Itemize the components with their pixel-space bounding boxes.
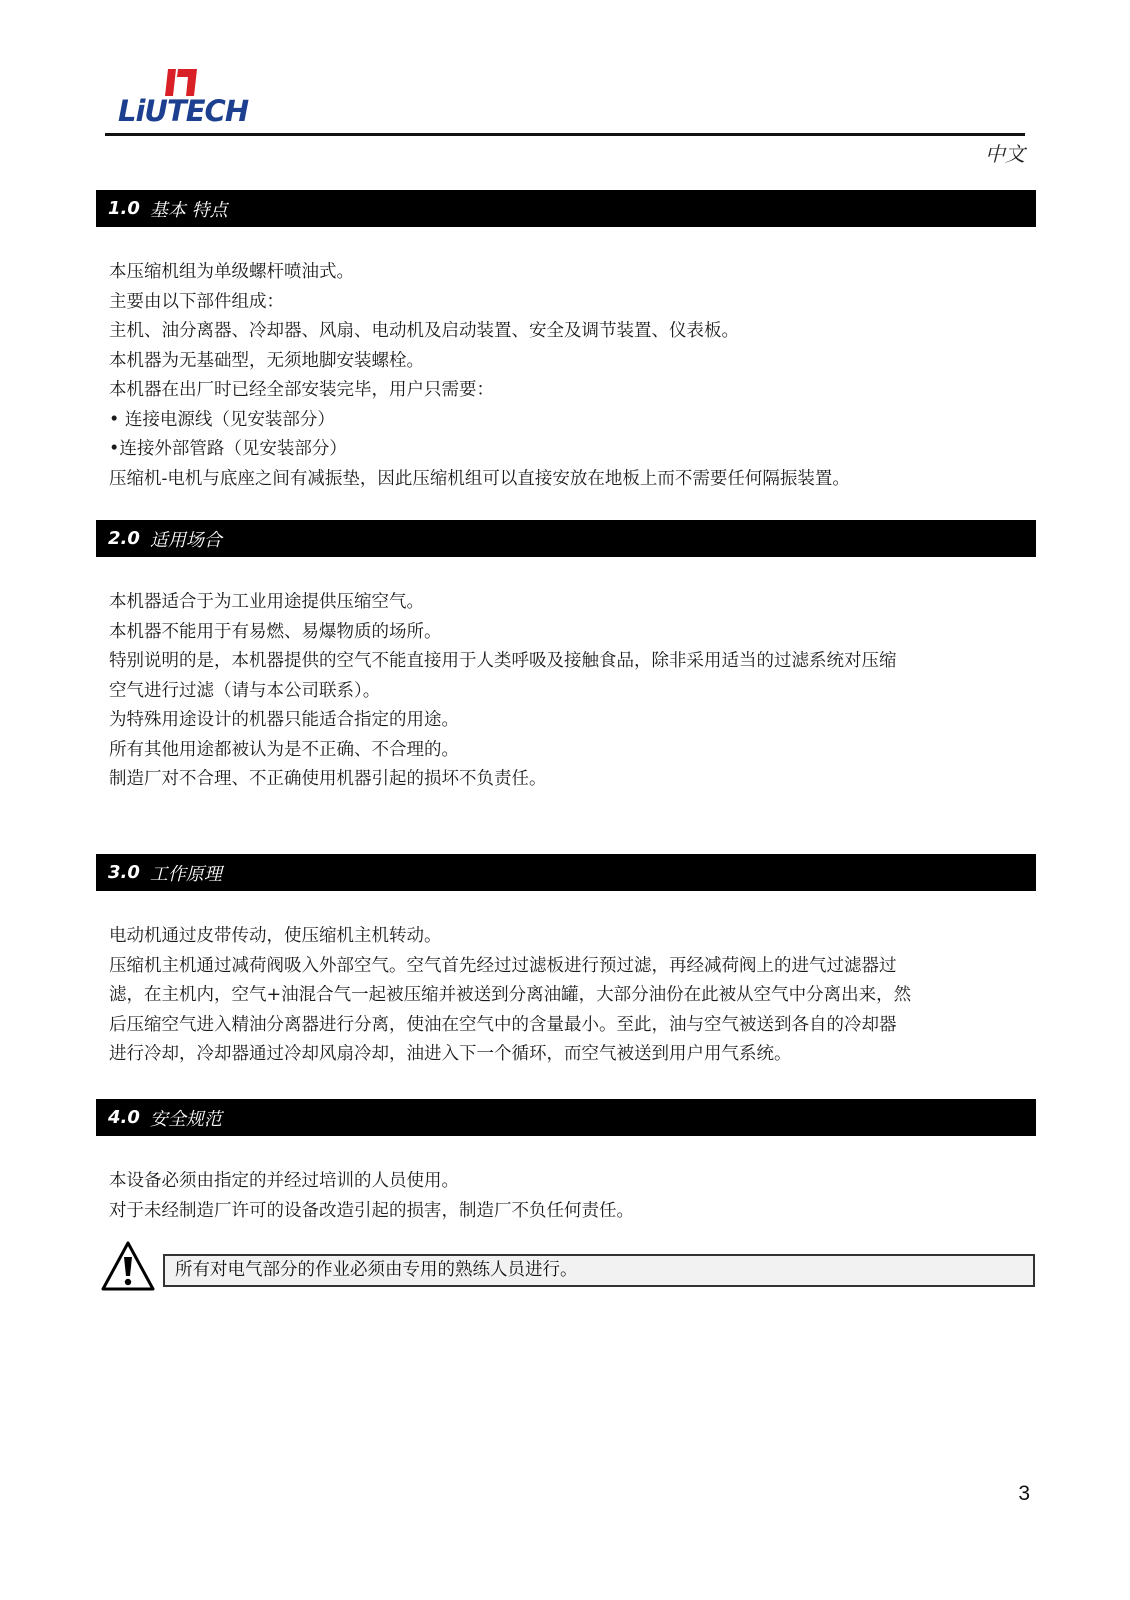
body-line: 本机器在出厂时已经全部安装完毕，用户只需要：	[109, 380, 494, 400]
header-divider	[105, 133, 1025, 136]
company-logo	[118, 68, 249, 130]
warning-text: 所有对电气部分的作业必须由专用的熟练人员进行。	[163, 1254, 1035, 1287]
warning-triangle-icon	[100, 1240, 156, 1292]
body-line: 主机、油分离器、冷却器、风扇、电动机及启动装置、安全及调节装置、仪表板。	[109, 321, 739, 341]
section-header-2	[96, 520, 1036, 557]
section-number: 1.0	[108, 198, 140, 219]
body-line: 特别说明的是，本机器提供的空气不能直接用于人类呼吸及接触食品，除非采用适当的过滤系统对压缩	[109, 651, 897, 671]
body-line: 压缩机-电机与底座之间有减振垫，因此压缩机组可以直接安放在地板上而不需要任何隔振装置。	[109, 468, 850, 489]
body-line: 本机器为无基础型，无须地脚安装螺栓。	[109, 350, 424, 371]
body-line: 对于未经制造厂许可的设备改造引起的损害，制造厂不负任何责任。	[109, 1200, 634, 1221]
section-title: 适用场合	[149, 529, 222, 551]
body-line: 本机器适合于为工业用途提供压缩空气。	[109, 592, 424, 612]
section-header-1	[96, 190, 1036, 227]
bullet-item: • 连接电源线（见安装部分）	[109, 409, 335, 430]
section-title: 工作原理	[149, 863, 222, 885]
body-line: 电动机通过皮带传动，使压缩机主机转动。	[109, 926, 442, 946]
body-line: 压缩机主机通过减荷阀吸入外部空气。空气首先经过过滤板进行预过滤，再经减荷阀上的进气过滤器过	[109, 955, 897, 976]
section-title: 安全规范	[149, 1108, 222, 1130]
section-number: 4.0	[108, 1107, 140, 1128]
body-line: 滤，在主机内，空气+油混合气一起被压缩并被送到分离油罐，大部分油份在此被从空气中分离出来，然	[109, 985, 912, 1005]
section-body-3	[109, 922, 1024, 1070]
body-line: 进行冷却，冷却器通过冷却风扇冷却，油进入下一个循环，而空气被送到用户用气系统。	[109, 1044, 792, 1064]
body-line: 主要由以下部件组成：	[109, 291, 284, 312]
section-title: 基本 特点	[149, 199, 228, 221]
language-label: 中文	[985, 142, 1025, 166]
section-header-3	[96, 854, 1036, 891]
section-number: 3.0	[108, 862, 140, 883]
body-line: 制造厂对不合理、不正确使用机器引起的损坏不负责任。	[109, 769, 547, 789]
section-body-4	[109, 1167, 1024, 1226]
body-line: 本压缩机组为单级螺杆喷油式。	[109, 262, 354, 282]
section-number: 2.0	[108, 528, 140, 549]
body-line: 为特殊用途设计的机器只能适合指定的用途。	[109, 710, 459, 730]
body-line: 所有其他用途都被认为是不正确、不合理的。	[109, 739, 459, 760]
section-body-2	[109, 588, 1024, 795]
bullet-item: •连接外部管路（见安装部分）	[109, 439, 347, 459]
electrical-warning	[100, 1240, 1036, 1292]
body-line: 后压缩空气进入精油分离器进行分离，使油在空气中的含量最小。至此，油与空气被送到各自的冷却器	[109, 1014, 897, 1035]
page-number: 3	[1018, 1482, 1030, 1505]
body-line: 本机器不能用于有易燃、易爆物质的场所。	[109, 621, 442, 642]
section-header-4	[96, 1099, 1036, 1136]
body-line: 空气进行过滤（请与本公司联系）。	[109, 680, 381, 701]
section-body-1	[109, 258, 1024, 494]
logo-text: LiUTECH	[118, 94, 249, 128]
body-line: 本设备必须由指定的并经过培训的人员使用。	[109, 1171, 459, 1191]
